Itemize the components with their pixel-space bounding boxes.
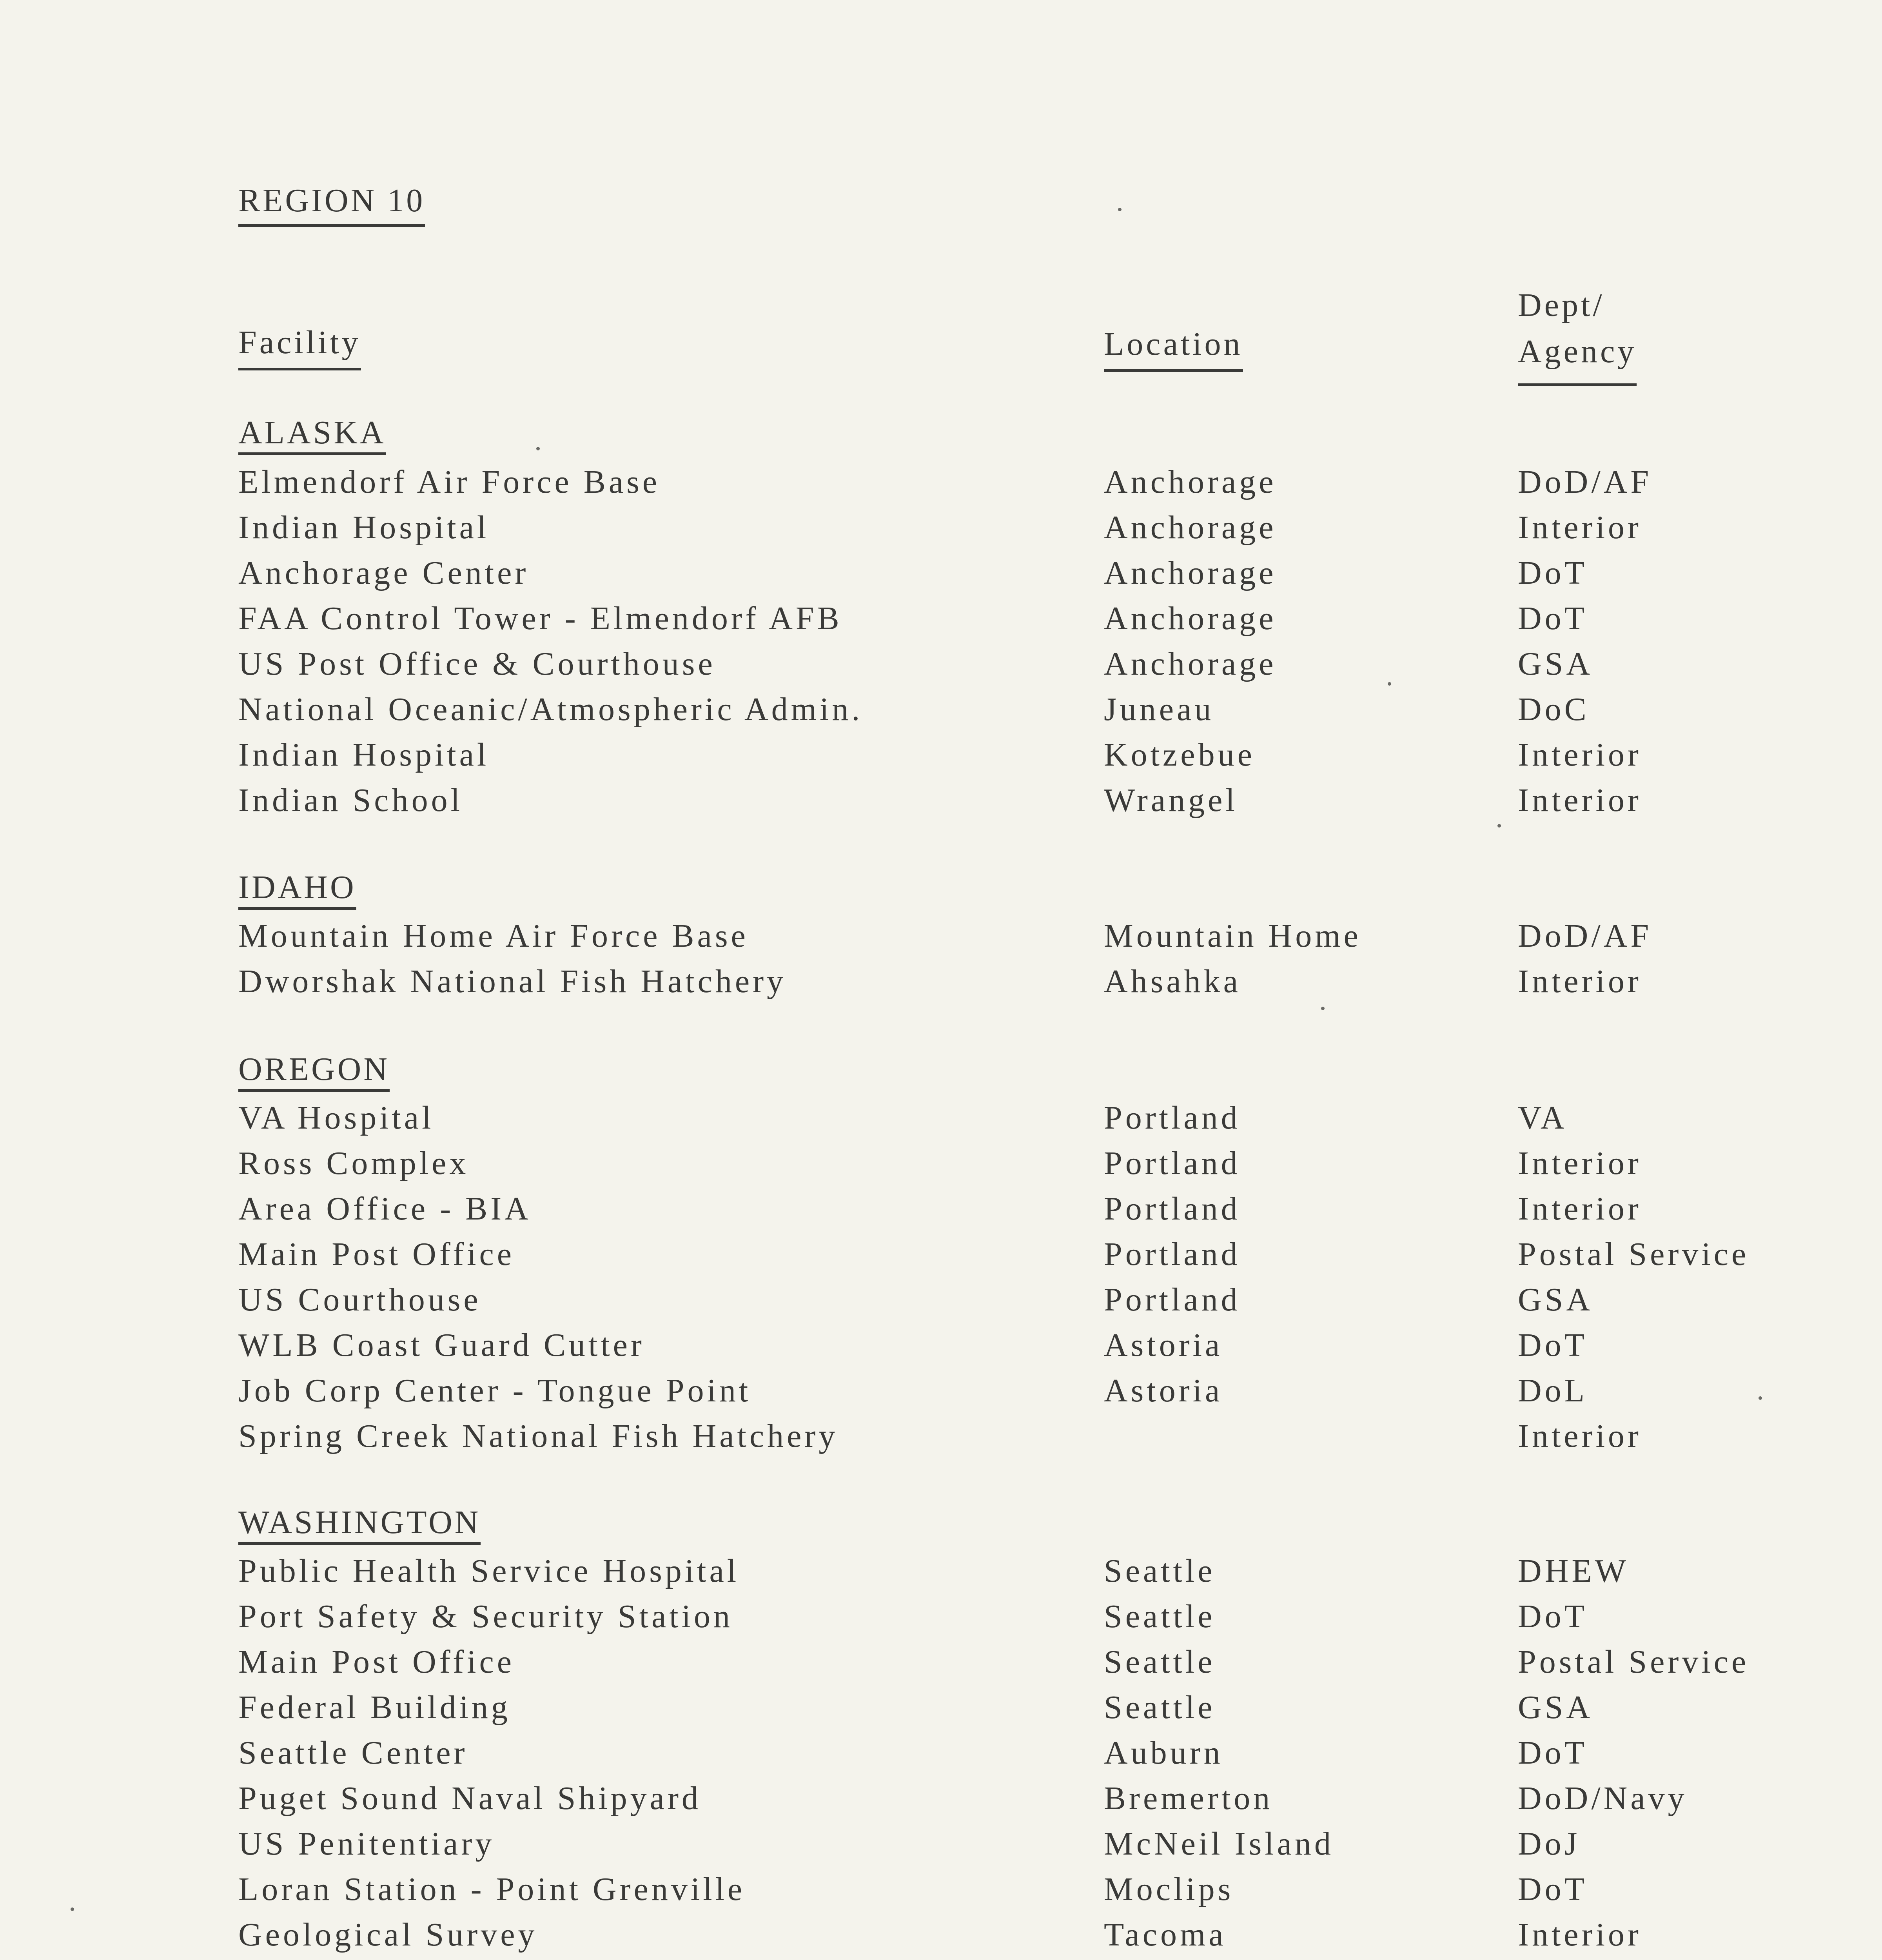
facility-cell: Area Office - BIA <box>238 1191 532 1227</box>
facility-cell: Anchorage Center <box>238 555 529 591</box>
facility-cell: Federal Building <box>238 1689 511 1726</box>
location-cell: Seattle <box>1104 1689 1216 1726</box>
facility-cell: National Oceanic/Atmospheric Admin. <box>238 691 863 728</box>
location-cell: Bremerton <box>1104 1780 1273 1817</box>
location-cell: Anchorage <box>1104 600 1277 637</box>
location-cell: Astoria <box>1104 1327 1223 1363</box>
table-row <box>0 1776 1882 1821</box>
table-row <box>0 1141 1882 1186</box>
agency-cell: DoT <box>1518 1327 1588 1363</box>
facility-cell: Puget Sound Naval Shipyard <box>238 1780 701 1817</box>
location-cell: Wrangel <box>1104 782 1238 818</box>
facility-cell: Main Post Office <box>238 1236 515 1272</box>
facility-cell: US Courthouse <box>238 1281 481 1318</box>
location-cell: Tacoma <box>1104 1916 1227 1953</box>
table-row <box>0 1685 1882 1730</box>
facility-cell: FAA Control Tower - Elmendorf AFB <box>238 600 842 637</box>
location-cell: Anchorage <box>1104 509 1277 546</box>
facility-cell: Main Post Office <box>238 1644 515 1680</box>
table-row <box>0 1414 1882 1459</box>
facility-cell: US Post Office & Courthouse <box>238 646 716 682</box>
facility-cell: Indian School <box>238 782 463 818</box>
table-row <box>0 732 1882 778</box>
agency-cell: Interior <box>1518 1145 1642 1181</box>
table-row <box>0 1730 1882 1776</box>
location-cell: Astoria <box>1104 1372 1223 1409</box>
location-cell: Portland <box>1104 1145 1241 1181</box>
table-row <box>0 1232 1882 1277</box>
table-row <box>0 641 1882 687</box>
agency-cell: DoD/AF <box>1518 918 1652 954</box>
table-row <box>0 1186 1882 1232</box>
paper-speck <box>71 1907 74 1911</box>
facility-cell: Seattle Center <box>238 1735 468 1771</box>
agency-cell: DoT <box>1518 600 1588 637</box>
table-row <box>0 1594 1882 1639</box>
state-heading-oregon: OREGON <box>238 1053 390 1092</box>
table-row <box>0 687 1882 732</box>
agency-cell: Interior <box>1518 1418 1642 1454</box>
table-row <box>0 1821 1882 1867</box>
agency-cell: DoT <box>1518 1735 1588 1771</box>
table-row <box>0 778 1882 823</box>
table-row <box>0 913 1882 959</box>
table-row <box>0 1912 1882 1958</box>
facility-cell: VA Hospital <box>238 1100 434 1136</box>
agency-cell: Interior <box>1518 1191 1642 1227</box>
agency-cell: DoL <box>1518 1372 1588 1409</box>
location-cell: Seattle <box>1104 1644 1216 1680</box>
facility-header-label: Facility <box>238 326 361 370</box>
location-cell: Anchorage <box>1104 646 1277 682</box>
facility-cell: Public Health Service Hospital <box>238 1553 740 1589</box>
paper-speck <box>536 447 540 450</box>
facility-cell: Indian Hospital <box>238 737 490 773</box>
facility-cell: Ross Complex <box>238 1145 469 1181</box>
agency-header-line1: Dept/ <box>1518 287 1605 323</box>
facility-cell: Port Safety & Security Station <box>238 1598 733 1635</box>
facility-cell: Loran Station - Point Grenville <box>238 1871 746 1907</box>
facility-cell: Elmendorf Air Force Base <box>238 464 661 500</box>
agency-cell: Interior <box>1518 737 1642 773</box>
table-row <box>0 1368 1882 1414</box>
table-row <box>0 1639 1882 1685</box>
facility-cell: Job Corp Center - Tongue Point <box>238 1372 751 1409</box>
facility-cell <box>238 1958 413 1960</box>
paper-speck <box>1118 208 1122 211</box>
table-row <box>0 1277 1882 1323</box>
location-cell: Moclips <box>1104 1871 1234 1907</box>
agency-cell: GSA <box>1518 1281 1593 1318</box>
agency-cell: Interior <box>1518 1916 1642 1953</box>
paper-speck <box>1497 824 1501 828</box>
facility-cell: US Penitentiary <box>238 1826 495 1862</box>
table-row <box>0 1095 1882 1141</box>
state-heading-idaho: IDAHO <box>238 871 356 910</box>
location-cell: Portland <box>1104 1236 1241 1272</box>
facility-cell: Spring Creek National Fish Hatchery <box>238 1418 838 1454</box>
agency-cell <box>1518 1958 1693 1960</box>
location-cell: Mountain Home <box>1104 918 1361 954</box>
location-cell: Seattle <box>1104 1553 1216 1589</box>
location-cell: Kotzebue <box>1104 737 1255 773</box>
location-cell: Ahsahka <box>1104 963 1241 1000</box>
location-cell: Seattle <box>1104 1598 1216 1635</box>
agency-column-header <box>1518 282 1637 386</box>
table-row <box>0 550 1882 596</box>
table-row <box>0 505 1882 550</box>
location-cell: Portland <box>1104 1191 1241 1227</box>
agency-cell: DoT <box>1518 1598 1588 1635</box>
state-heading-washington: WASHINGTON <box>238 1506 481 1545</box>
table-row <box>0 1548 1882 1594</box>
agency-cell: Postal Service <box>1518 1644 1750 1680</box>
table-row <box>0 1323 1882 1368</box>
location-cell: McNeil Island <box>1104 1826 1334 1862</box>
table-row <box>0 596 1882 641</box>
agency-cell: GSA <box>1518 1689 1593 1726</box>
agency-cell: DoD/Navy <box>1518 1780 1688 1817</box>
facility-cell: Dworshak National Fish Hatchery <box>238 963 787 1000</box>
paper-speck <box>1759 1396 1762 1400</box>
location-header-label: Location <box>1104 328 1243 372</box>
facility-cell: Geological Survey <box>238 1916 538 1953</box>
paper-speck <box>1321 1007 1325 1010</box>
facility-cell: Indian Hospital <box>238 509 490 546</box>
agency-cell: Postal Service <box>1518 1236 1750 1272</box>
agency-cell: DoC <box>1518 691 1590 728</box>
table-row <box>0 459 1882 505</box>
location-cell: Anchorage <box>1104 555 1277 591</box>
table-row <box>0 1958 1882 1960</box>
facility-column-header <box>238 326 361 370</box>
location-cell: Juneau <box>1104 691 1214 728</box>
agency-cell: DoJ <box>1518 1826 1581 1862</box>
table-row <box>0 959 1882 1004</box>
agency-cell: Interior <box>1518 963 1642 1000</box>
agency-cell: GSA <box>1518 646 1593 682</box>
location-cell: Auburn <box>1104 1735 1223 1771</box>
agency-cell: Interior <box>1518 509 1642 546</box>
region-title: REGION 10 <box>238 184 425 227</box>
agency-cell: DoT <box>1518 555 1588 591</box>
agency-cell: DHEW <box>1518 1553 1629 1589</box>
facility-cell: WLB Coast Guard Cutter <box>238 1327 645 1363</box>
location-column-header <box>1104 328 1243 372</box>
agency-cell: DoD/AF <box>1518 464 1652 500</box>
location-cell: Portland <box>1104 1100 1241 1136</box>
facility-cell: Mountain Home Air Force Base <box>238 918 749 954</box>
location-cell: Anchorage <box>1104 464 1277 500</box>
table-row <box>0 1867 1882 1912</box>
agency-cell: DoT <box>1518 1871 1588 1907</box>
location-cell <box>1104 1958 1227 1960</box>
agency-cell: VA <box>1518 1100 1568 1136</box>
paper-speck <box>1388 682 1391 686</box>
state-heading-alaska: ALASKA <box>238 416 386 455</box>
agency-header-line2: Agency <box>1518 328 1637 386</box>
agency-cell: Interior <box>1518 782 1642 818</box>
location-cell: Portland <box>1104 1281 1241 1318</box>
